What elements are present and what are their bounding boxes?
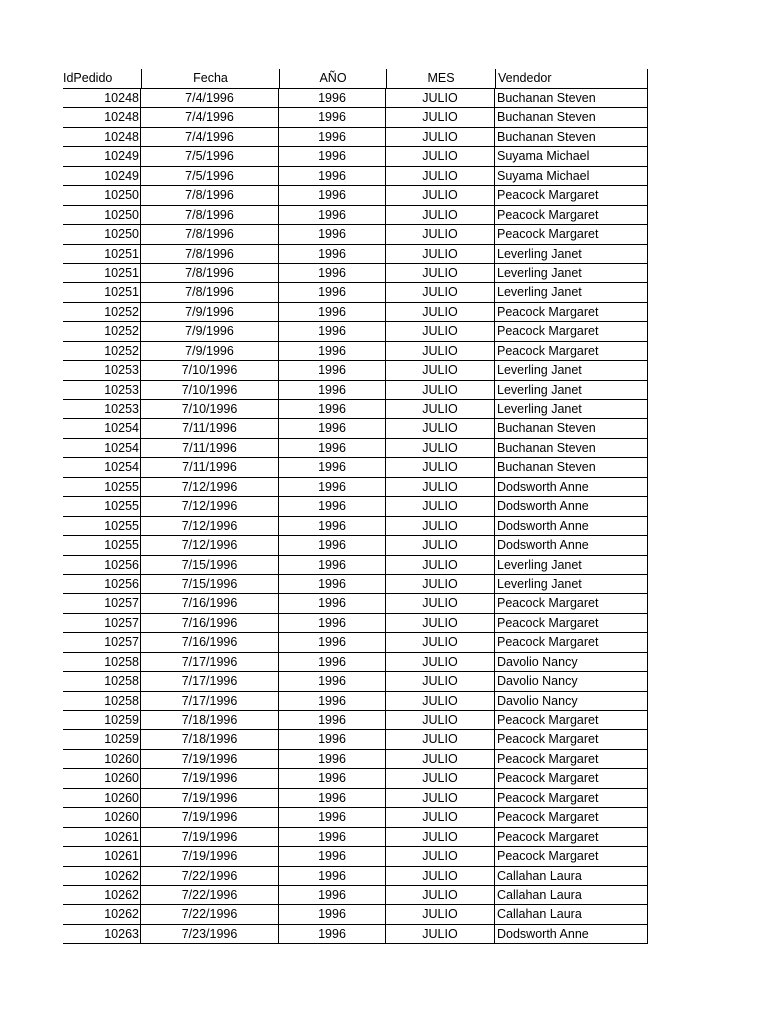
cell-idpedido: 10258 (63, 653, 141, 671)
cell-idpedido: 10256 (63, 575, 141, 593)
cell-idpedido: 10248 (63, 108, 141, 126)
table-row (63, 730, 648, 749)
cell-mes: JULIO (386, 517, 495, 535)
cell-fecha: 7/10/1996 (141, 400, 279, 418)
cell-vendedor: Peacock Margaret (495, 594, 648, 612)
cell-fecha: 7/12/1996 (141, 517, 279, 535)
cell-vendedor: Callahan Laura (495, 905, 648, 923)
cell-fecha: 7/22/1996 (141, 905, 279, 923)
cell-mes: JULIO (386, 89, 495, 107)
table-row (63, 536, 648, 555)
cell-anio: 1996 (279, 594, 386, 612)
cell-idpedido: 10260 (63, 808, 141, 826)
cell-fecha: 7/9/1996 (141, 303, 279, 321)
table-row (63, 439, 648, 458)
cell-vendedor: Leverling Janet (495, 245, 648, 263)
cell-vendedor: Leverling Janet (495, 361, 648, 379)
cell-mes: JULIO (386, 439, 495, 457)
cell-fecha: 7/15/1996 (141, 556, 279, 574)
table-row (63, 108, 648, 127)
cell-vendedor: Dodsworth Anne (495, 497, 648, 515)
cell-mes: JULIO (386, 322, 495, 340)
table-row (63, 808, 648, 827)
cell-idpedido: 10257 (63, 594, 141, 612)
cell-vendedor: Peacock Margaret (495, 711, 648, 729)
table-row (63, 828, 648, 847)
cell-vendedor: Davolio Nancy (495, 692, 648, 710)
cell-mes: JULIO (386, 186, 495, 204)
cell-vendedor: Buchanan Steven (495, 128, 648, 146)
cell-mes: JULIO (386, 730, 495, 748)
cell-idpedido: 10252 (63, 342, 141, 360)
cell-fecha: 7/4/1996 (141, 89, 279, 107)
cell-fecha: 7/10/1996 (141, 361, 279, 379)
cell-mes: JULIO (386, 769, 495, 787)
cell-fecha: 7/17/1996 (141, 672, 279, 690)
cell-mes: JULIO (386, 478, 495, 496)
header-fecha: Fecha (141, 69, 279, 88)
cell-mes: JULIO (386, 925, 495, 943)
cell-fecha: 7/11/1996 (141, 458, 279, 476)
cell-fecha: 7/9/1996 (141, 342, 279, 360)
cell-anio: 1996 (279, 478, 386, 496)
table-row (63, 419, 648, 438)
cell-vendedor: Dodsworth Anne (495, 536, 648, 554)
cell-idpedido: 10260 (63, 750, 141, 768)
cell-idpedido: 10261 (63, 828, 141, 846)
cell-fecha: 7/8/1996 (141, 245, 279, 263)
table-row (63, 497, 648, 516)
cell-anio: 1996 (279, 730, 386, 748)
table-row (63, 458, 648, 477)
table-row (63, 925, 648, 944)
cell-fecha: 7/10/1996 (141, 381, 279, 399)
cell-fecha: 7/5/1996 (141, 147, 279, 165)
cell-fecha: 7/8/1996 (141, 186, 279, 204)
cell-mes: JULIO (386, 400, 495, 418)
cell-vendedor: Buchanan Steven (495, 89, 648, 107)
cell-vendedor: Peacock Margaret (495, 614, 648, 632)
cell-idpedido: 10263 (63, 925, 141, 943)
cell-anio: 1996 (279, 245, 386, 263)
cell-mes: JULIO (386, 303, 495, 321)
cell-vendedor: Dodsworth Anne (495, 925, 648, 943)
cell-idpedido: 10260 (63, 769, 141, 787)
cell-fecha: 7/16/1996 (141, 614, 279, 632)
cell-idpedido: 10254 (63, 439, 141, 457)
cell-anio: 1996 (279, 264, 386, 282)
cell-vendedor: Suyama Michael (495, 147, 648, 165)
cell-mes: JULIO (386, 342, 495, 360)
cell-anio: 1996 (279, 303, 386, 321)
cell-mes: JULIO (386, 361, 495, 379)
cell-mes: JULIO (386, 828, 495, 846)
table-header-row (63, 69, 648, 89)
table-body (63, 89, 648, 944)
cell-fecha: 7/17/1996 (141, 692, 279, 710)
table-row (63, 517, 648, 536)
cell-anio: 1996 (279, 361, 386, 379)
cell-idpedido: 10258 (63, 672, 141, 690)
cell-mes: JULIO (386, 594, 495, 612)
cell-mes: JULIO (386, 692, 495, 710)
cell-idpedido: 10262 (63, 867, 141, 885)
cell-fecha: 7/19/1996 (141, 847, 279, 865)
table-row (63, 789, 648, 808)
cell-vendedor: Leverling Janet (495, 381, 648, 399)
cell-idpedido: 10253 (63, 381, 141, 399)
cell-anio: 1996 (279, 147, 386, 165)
table-row (63, 886, 648, 905)
cell-fecha: 7/9/1996 (141, 322, 279, 340)
cell-idpedido: 10251 (63, 283, 141, 301)
cell-vendedor: Buchanan Steven (495, 108, 648, 126)
cell-fecha: 7/11/1996 (141, 439, 279, 457)
cell-idpedido: 10257 (63, 633, 141, 651)
cell-anio: 1996 (279, 89, 386, 107)
cell-vendedor: Peacock Margaret (495, 322, 648, 340)
cell-fecha: 7/18/1996 (141, 730, 279, 748)
cell-anio: 1996 (279, 886, 386, 904)
cell-fecha: 7/19/1996 (141, 789, 279, 807)
cell-anio: 1996 (279, 672, 386, 690)
cell-idpedido: 10248 (63, 89, 141, 107)
cell-idpedido: 10251 (63, 245, 141, 263)
table-row (63, 692, 648, 711)
cell-mes: JULIO (386, 556, 495, 574)
cell-mes: JULIO (386, 672, 495, 690)
cell-anio: 1996 (279, 905, 386, 923)
cell-mes: JULIO (386, 381, 495, 399)
cell-mes: JULIO (386, 575, 495, 593)
cell-fecha: 7/8/1996 (141, 225, 279, 243)
cell-fecha: 7/19/1996 (141, 769, 279, 787)
table-row (63, 245, 648, 264)
cell-vendedor: Buchanan Steven (495, 419, 648, 437)
cell-mes: JULIO (386, 614, 495, 632)
table-row (63, 381, 648, 400)
table-row (63, 147, 648, 166)
cell-vendedor: Peacock Margaret (495, 750, 648, 768)
cell-anio: 1996 (279, 381, 386, 399)
header-mes: MES (386, 69, 495, 88)
cell-anio: 1996 (279, 653, 386, 671)
cell-vendedor: Buchanan Steven (495, 439, 648, 457)
cell-anio: 1996 (279, 342, 386, 360)
cell-anio: 1996 (279, 497, 386, 515)
cell-idpedido: 10254 (63, 419, 141, 437)
orders-table (63, 69, 648, 944)
cell-fecha: 7/17/1996 (141, 653, 279, 671)
cell-mes: JULIO (386, 225, 495, 243)
table-row (63, 614, 648, 633)
cell-vendedor: Peacock Margaret (495, 828, 648, 846)
table-row (63, 867, 648, 886)
cell-idpedido: 10252 (63, 303, 141, 321)
cell-idpedido: 10250 (63, 186, 141, 204)
cell-vendedor: Peacock Margaret (495, 808, 648, 826)
cell-idpedido: 10255 (63, 478, 141, 496)
cell-idpedido: 10260 (63, 789, 141, 807)
cell-vendedor: Dodsworth Anne (495, 517, 648, 535)
cell-fecha: 7/22/1996 (141, 886, 279, 904)
cell-anio: 1996 (279, 925, 386, 943)
cell-anio: 1996 (279, 322, 386, 340)
cell-vendedor: Peacock Margaret (495, 206, 648, 224)
table-row (63, 89, 648, 108)
cell-anio: 1996 (279, 167, 386, 185)
cell-fecha: 7/12/1996 (141, 536, 279, 554)
cell-mes: JULIO (386, 264, 495, 282)
cell-anio: 1996 (279, 536, 386, 554)
cell-mes: JULIO (386, 108, 495, 126)
cell-idpedido: 10250 (63, 225, 141, 243)
table-row (63, 633, 648, 652)
cell-anio: 1996 (279, 750, 386, 768)
cell-anio: 1996 (279, 867, 386, 885)
cell-anio: 1996 (279, 517, 386, 535)
cell-vendedor: Leverling Janet (495, 556, 648, 574)
cell-mes: JULIO (386, 536, 495, 554)
table-row (63, 342, 648, 361)
cell-vendedor: Davolio Nancy (495, 672, 648, 690)
cell-vendedor: Peacock Margaret (495, 633, 648, 651)
table-row (63, 225, 648, 244)
cell-fecha: 7/23/1996 (141, 925, 279, 943)
cell-anio: 1996 (279, 847, 386, 865)
cell-vendedor: Peacock Margaret (495, 769, 648, 787)
cell-fecha: 7/22/1996 (141, 867, 279, 885)
header-idpedido: IdPedido (63, 71, 113, 85)
table-row (63, 478, 648, 497)
cell-anio: 1996 (279, 419, 386, 437)
cell-idpedido: 10259 (63, 711, 141, 729)
cell-vendedor: Peacock Margaret (495, 789, 648, 807)
cell-anio: 1996 (279, 556, 386, 574)
cell-mes: JULIO (386, 867, 495, 885)
cell-fecha: 7/16/1996 (141, 594, 279, 612)
cell-vendedor: Leverling Janet (495, 283, 648, 301)
cell-anio: 1996 (279, 692, 386, 710)
cell-fecha: 7/19/1996 (141, 750, 279, 768)
table-row (63, 847, 648, 866)
cell-mes: JULIO (386, 147, 495, 165)
cell-anio: 1996 (279, 808, 386, 826)
cell-anio: 1996 (279, 108, 386, 126)
cell-mes: JULIO (386, 905, 495, 923)
table-row (63, 264, 648, 283)
cell-anio: 1996 (279, 186, 386, 204)
cell-fecha: 7/8/1996 (141, 283, 279, 301)
cell-idpedido: 10254 (63, 458, 141, 476)
cell-anio: 1996 (279, 789, 386, 807)
table-row (63, 750, 648, 769)
cell-vendedor: Callahan Laura (495, 886, 648, 904)
table-row (63, 206, 648, 225)
cell-mes: JULIO (386, 750, 495, 768)
cell-fecha: 7/19/1996 (141, 828, 279, 846)
cell-fecha: 7/11/1996 (141, 419, 279, 437)
cell-idpedido: 10249 (63, 147, 141, 165)
table-row (63, 575, 648, 594)
cell-mes: JULIO (386, 283, 495, 301)
cell-mes: JULIO (386, 789, 495, 807)
cell-fecha: 7/8/1996 (141, 264, 279, 282)
cell-mes: JULIO (386, 458, 495, 476)
cell-vendedor: Dodsworth Anne (495, 478, 648, 496)
cell-idpedido: 10258 (63, 692, 141, 710)
cell-vendedor: Davolio Nancy (495, 653, 648, 671)
table-row (63, 361, 648, 380)
cell-idpedido: 10259 (63, 730, 141, 748)
cell-fecha: 7/15/1996 (141, 575, 279, 593)
cell-idpedido: 10251 (63, 264, 141, 282)
cell-mes: JULIO (386, 633, 495, 651)
cell-vendedor: Callahan Laura (495, 867, 648, 885)
cell-vendedor: Peacock Margaret (495, 342, 648, 360)
cell-fecha: 7/4/1996 (141, 108, 279, 126)
cell-fecha: 7/12/1996 (141, 478, 279, 496)
table-row (63, 283, 648, 302)
table-row (63, 594, 648, 613)
cell-anio: 1996 (279, 439, 386, 457)
table-row (63, 186, 648, 205)
cell-idpedido: 10252 (63, 322, 141, 340)
cell-anio: 1996 (279, 711, 386, 729)
cell-mes: JULIO (386, 711, 495, 729)
cell-fecha: 7/16/1996 (141, 633, 279, 651)
cell-idpedido: 10255 (63, 536, 141, 554)
cell-idpedido: 10261 (63, 847, 141, 865)
cell-fecha: 7/8/1996 (141, 206, 279, 224)
cell-mes: JULIO (386, 847, 495, 865)
cell-anio: 1996 (279, 283, 386, 301)
cell-idpedido: 10253 (63, 361, 141, 379)
table-row (63, 769, 648, 788)
cell-mes: JULIO (386, 206, 495, 224)
cell-vendedor: Leverling Janet (495, 575, 648, 593)
cell-vendedor: Peacock Margaret (495, 186, 648, 204)
cell-anio: 1996 (279, 225, 386, 243)
cell-vendedor: Leverling Janet (495, 400, 648, 418)
cell-mes: JULIO (386, 419, 495, 437)
cell-fecha: 7/4/1996 (141, 128, 279, 146)
cell-idpedido: 10250 (63, 206, 141, 224)
cell-anio: 1996 (279, 575, 386, 593)
table-row (63, 711, 648, 730)
table-row (63, 128, 648, 147)
cell-anio: 1996 (279, 614, 386, 632)
table-row (63, 653, 648, 672)
header-anio: AÑO (279, 69, 386, 88)
cell-anio: 1996 (279, 128, 386, 146)
cell-vendedor: Peacock Margaret (495, 847, 648, 865)
cell-vendedor: Buchanan Steven (495, 458, 648, 476)
cell-idpedido: 10249 (63, 167, 141, 185)
cell-anio: 1996 (279, 458, 386, 476)
cell-mes: JULIO (386, 128, 495, 146)
cell-anio: 1996 (279, 206, 386, 224)
cell-anio: 1996 (279, 769, 386, 787)
cell-mes: JULIO (386, 653, 495, 671)
cell-idpedido: 10248 (63, 128, 141, 146)
table-row (63, 322, 648, 341)
table-row (63, 672, 648, 691)
cell-idpedido: 10253 (63, 400, 141, 418)
cell-mes: JULIO (386, 808, 495, 826)
cell-mes: JULIO (386, 245, 495, 263)
cell-idpedido: 10255 (63, 497, 141, 515)
cell-idpedido: 10255 (63, 517, 141, 535)
cell-mes: JULIO (386, 886, 495, 904)
cell-vendedor: Peacock Margaret (495, 730, 648, 748)
cell-vendedor: Peacock Margaret (495, 225, 648, 243)
cell-vendedor: Peacock Margaret (495, 303, 648, 321)
cell-anio: 1996 (279, 633, 386, 651)
table-row (63, 905, 648, 924)
table-row (63, 556, 648, 575)
cell-anio: 1996 (279, 400, 386, 418)
cell-fecha: 7/18/1996 (141, 711, 279, 729)
cell-vendedor: Suyama Michael (495, 167, 648, 185)
cell-fecha: 7/5/1996 (141, 167, 279, 185)
cell-anio: 1996 (279, 828, 386, 846)
cell-fecha: 7/12/1996 (141, 497, 279, 515)
cell-idpedido: 10262 (63, 886, 141, 904)
table-row (63, 303, 648, 322)
cell-fecha: 7/19/1996 (141, 808, 279, 826)
table-row (63, 400, 648, 419)
header-vendedor: Vendedor (495, 69, 648, 88)
cell-idpedido: 10256 (63, 556, 141, 574)
cell-mes: JULIO (386, 497, 495, 515)
cell-idpedido: 10257 (63, 614, 141, 632)
cell-vendedor: Leverling Janet (495, 264, 648, 282)
cell-mes: JULIO (386, 167, 495, 185)
table-row (63, 167, 648, 186)
cell-idpedido: 10262 (63, 905, 141, 923)
